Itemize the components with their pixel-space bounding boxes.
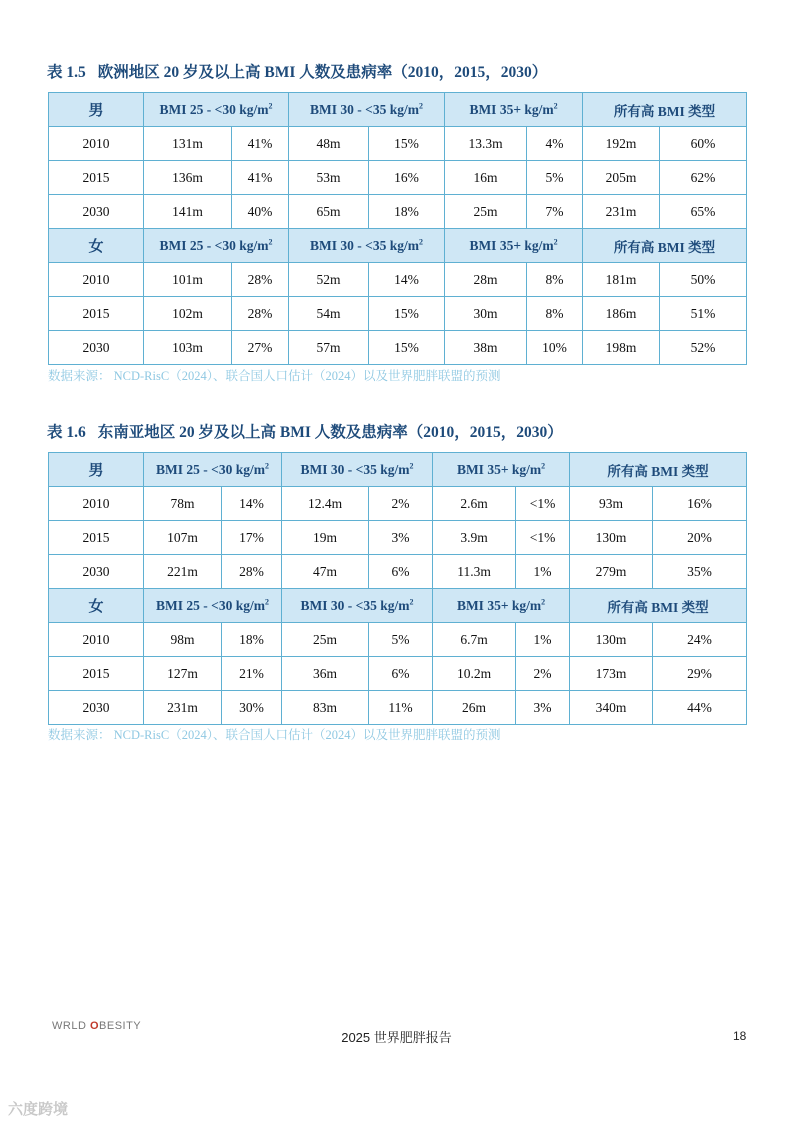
table-row — [49, 657, 747, 691]
table-cell: 136m — [144, 161, 232, 195]
table-cell: 15% — [369, 297, 445, 331]
table-row — [49, 623, 747, 657]
table-cell: 28% — [232, 263, 289, 297]
logo-text: BESITY — [99, 1020, 142, 1032]
table-cell: 2% — [516, 657, 570, 691]
column-header — [144, 93, 289, 127]
table-cell: 11.3m — [433, 555, 516, 589]
table-cell: 26m — [433, 691, 516, 725]
table-cell: 40% — [232, 195, 289, 229]
page-number: 18 — [733, 1029, 747, 1043]
table-cell: 11% — [369, 691, 433, 725]
table-cell: 25m — [445, 195, 527, 229]
table-row — [49, 161, 747, 195]
table-cell: 98m — [144, 623, 222, 657]
table-cell: 3.9m — [433, 521, 516, 555]
column-header-label: 所有高 BMI 类型 — [607, 463, 709, 479]
logo-text: W — [52, 1020, 63, 1032]
year-cell: 2015 — [49, 657, 144, 691]
year-cell: 2015 — [49, 297, 144, 331]
logo-text: RLD — [62, 1020, 90, 1032]
table-number: 表 1.5 — [47, 64, 86, 81]
column-header-label: BMI 25 - <30 kg/m — [159, 101, 269, 117]
table-cell: 41% — [232, 161, 289, 195]
table-row — [49, 263, 747, 297]
table-cell: 18% — [222, 623, 282, 657]
table-cell: 192m — [583, 127, 660, 161]
column-header — [144, 453, 282, 487]
table-cell: 21% — [222, 657, 282, 691]
unit-superscript: 2 — [409, 461, 414, 470]
table-cell: 2% — [369, 487, 433, 521]
header-row — [49, 229, 747, 263]
column-header-label: BMI 30 - <35 kg/m — [310, 101, 419, 117]
header-row — [49, 93, 747, 127]
column-header — [570, 453, 747, 487]
table-cell: 30m — [445, 297, 527, 331]
table-cell: 44% — [653, 691, 747, 725]
table-cell: 51% — [660, 297, 747, 331]
column-header-label: BMI 35+ kg/m — [469, 101, 554, 117]
column-header — [583, 229, 747, 263]
table-cell: 50% — [660, 263, 747, 297]
table-cell: 13.3m — [445, 127, 527, 161]
table-row — [49, 521, 747, 555]
source-note: 数据来源： NCD-RisC（2024）、联合国人口估计（2024）以及世界肥胖联盟的预测 — [48, 728, 501, 742]
table-cell: 65m — [289, 195, 369, 229]
table-cell: 19m — [282, 521, 369, 555]
table-cell: 16% — [369, 161, 445, 195]
column-header — [570, 589, 747, 623]
column-header — [282, 589, 433, 623]
table-cell: 17% — [222, 521, 282, 555]
table-cell: 30% — [222, 691, 282, 725]
table-cell: 181m — [583, 263, 660, 297]
year-cell: 2010 — [49, 263, 144, 297]
table-cell: 57m — [289, 331, 369, 365]
column-header-label: BMI 25 - <30 kg/m — [156, 597, 265, 613]
column-header — [289, 93, 445, 127]
table-cell: <1% — [516, 487, 570, 521]
table-cell: 28% — [232, 297, 289, 331]
table-cell: 130m — [570, 623, 653, 657]
unit-superscript: 2 — [409, 597, 414, 606]
table-cell: 15% — [369, 127, 445, 161]
table-cell: 28m — [445, 263, 527, 297]
report-title: 2025 世界肥胖报告 — [341, 1030, 452, 1045]
table-row — [49, 127, 747, 161]
table-cell: 54m — [289, 297, 369, 331]
unit-superscript: 2 — [541, 461, 546, 470]
table-cell: 24% — [653, 623, 747, 657]
table-cell: 6% — [369, 555, 433, 589]
table-caption-1-6 — [47, 420, 563, 442]
table-cell: 127m — [144, 657, 222, 691]
column-header — [289, 229, 445, 263]
table-cell: 221m — [144, 555, 222, 589]
table-row — [49, 555, 747, 589]
column-header — [282, 453, 433, 487]
year-cell: 2015 — [49, 161, 144, 195]
table-cell: 5% — [527, 161, 583, 195]
table-cell: 47m — [282, 555, 369, 589]
table-cell: 4% — [527, 127, 583, 161]
data-table-europe — [48, 92, 747, 365]
unit-superscript: 2 — [268, 237, 273, 246]
unit-superscript: 2 — [553, 101, 558, 110]
column-header-label: BMI 30 - <35 kg/m — [300, 461, 410, 477]
table-cell: 205m — [583, 161, 660, 195]
column-header-label: BMI 25 - <30 kg/m — [156, 461, 265, 477]
column-header — [445, 93, 583, 127]
table-cell: 3% — [369, 521, 433, 555]
unit-superscript: 2 — [264, 461, 269, 470]
table-cell: 231m — [583, 195, 660, 229]
table-cell: 279m — [570, 555, 653, 589]
column-header-label: BMI 30 - <35 kg/m — [310, 237, 419, 253]
unit-superscript: 2 — [268, 101, 273, 110]
table-cell: 340m — [570, 691, 653, 725]
table-cell: 6% — [369, 657, 433, 691]
year-cell: 2030 — [49, 691, 144, 725]
column-header — [583, 93, 747, 127]
column-header-label: 所有高 BMI 类型 — [613, 239, 716, 255]
table-cell: 103m — [144, 331, 232, 365]
table-cell: 36m — [282, 657, 369, 691]
column-header-label: BMI 30 - <35 kg/m — [300, 597, 410, 613]
column-header-label: BMI 35+ kg/m — [456, 461, 542, 477]
table-cell: 16% — [653, 487, 747, 521]
table-cell: 3% — [516, 691, 570, 725]
table-cell: 83m — [282, 691, 369, 725]
table-cell: 41% — [232, 127, 289, 161]
year-cell: 2015 — [49, 521, 144, 555]
unit-superscript: 2 — [419, 101, 423, 110]
table-cell: <1% — [516, 521, 570, 555]
table-cell: 2.6m — [433, 487, 516, 521]
column-header-label: BMI 25 - <30 kg/m — [159, 237, 269, 253]
sex-label: 男 — [49, 453, 144, 487]
table-cell: 130m — [570, 521, 653, 555]
table-cell: 52m — [289, 263, 369, 297]
table-cell: 29% — [653, 657, 747, 691]
table-cell: 102m — [144, 297, 232, 331]
header-row — [49, 453, 747, 487]
column-header-label: BMI 35+ kg/m — [469, 237, 554, 253]
table-cell: 8% — [527, 263, 583, 297]
year-cell: 2030 — [49, 195, 144, 229]
unit-superscript: 2 — [264, 597, 269, 606]
column-header — [144, 229, 289, 263]
column-header — [433, 589, 570, 623]
unit-superscript: 2 — [419, 237, 423, 246]
sex-label: 女 — [49, 589, 144, 623]
sex-label: 男 — [49, 93, 144, 127]
table-cell: 7% — [527, 195, 583, 229]
column-header-label: 所有高 BMI 类型 — [607, 599, 709, 615]
table-cell: 27% — [232, 331, 289, 365]
table-cell: 1% — [516, 623, 570, 657]
column-header — [144, 589, 282, 623]
table-cell: 78m — [144, 487, 222, 521]
table-cell: 20% — [653, 521, 747, 555]
table-row — [49, 297, 747, 331]
table-cell: 60% — [660, 127, 747, 161]
table-cell: 48m — [289, 127, 369, 161]
column-header-label: 所有高 BMI 类型 — [613, 103, 716, 119]
data-table-southeast-asia — [48, 452, 747, 725]
table-cell: 198m — [583, 331, 660, 365]
table-row — [49, 487, 747, 521]
table-cell: 28% — [222, 555, 282, 589]
table-cell: 35% — [653, 555, 747, 589]
table-cell: 14% — [222, 487, 282, 521]
year-cell: 2030 — [49, 331, 144, 365]
column-header — [433, 453, 570, 487]
table-cell: 186m — [583, 297, 660, 331]
year-cell: 2010 — [49, 487, 144, 521]
table-row — [49, 331, 747, 365]
table-cell: 6.7m — [433, 623, 516, 657]
table-cell: 12.4m — [282, 487, 369, 521]
logo-o-mark: O — [89, 1020, 100, 1032]
year-cell: 2030 — [49, 555, 144, 589]
table-number: 表 1.6 — [47, 424, 86, 441]
table-cell: 15% — [369, 331, 445, 365]
table-cell: 141m — [144, 195, 232, 229]
table-cell: 62% — [660, 161, 747, 195]
table-cell: 53m — [289, 161, 369, 195]
unit-superscript: 2 — [553, 237, 558, 246]
table-cell: 38m — [445, 331, 527, 365]
column-header-label: BMI 35+ kg/m — [456, 597, 542, 613]
table-cell: 65% — [660, 195, 747, 229]
header-row — [49, 589, 747, 623]
table-cell: 101m — [144, 263, 232, 297]
table-cell: 173m — [570, 657, 653, 691]
year-cell: 2010 — [49, 623, 144, 657]
sex-label: 女 — [49, 229, 144, 263]
table-cell: 8% — [527, 297, 583, 331]
table-caption-1-5 — [47, 60, 547, 82]
table-cell: 25m — [282, 623, 369, 657]
table-cell: 93m — [570, 487, 653, 521]
year-cell: 2010 — [49, 127, 144, 161]
unit-superscript: 2 — [541, 597, 546, 606]
table-cell: 5% — [369, 623, 433, 657]
table-cell: 10.2m — [433, 657, 516, 691]
table-cell: 1% — [516, 555, 570, 589]
table-cell: 16m — [445, 161, 527, 195]
table-cell: 231m — [144, 691, 222, 725]
table-cell: 18% — [369, 195, 445, 229]
table-cell: 10% — [527, 331, 583, 365]
column-header — [445, 229, 583, 263]
table-title: 欧洲地区 20 岁及以上高 BMI 人数及患病率（2010，2015，2030） — [97, 64, 548, 81]
table-row — [49, 691, 747, 725]
source-note: 数据来源： NCD-RisC（2024）、联合国人口估计（2024）以及世界肥胖联盟的预测 — [48, 369, 501, 383]
table-cell: 107m — [144, 521, 222, 555]
table-cell: 131m — [144, 127, 232, 161]
watermark-logo: 六度跨境 — [8, 1101, 69, 1118]
table-cell: 52% — [660, 331, 747, 365]
table-cell: 14% — [369, 263, 445, 297]
table-title: 东南亚地区 20 岁及以上高 BMI 人数及患病率（2010，2015，2030） — [97, 424, 563, 441]
table-row — [49, 195, 747, 229]
